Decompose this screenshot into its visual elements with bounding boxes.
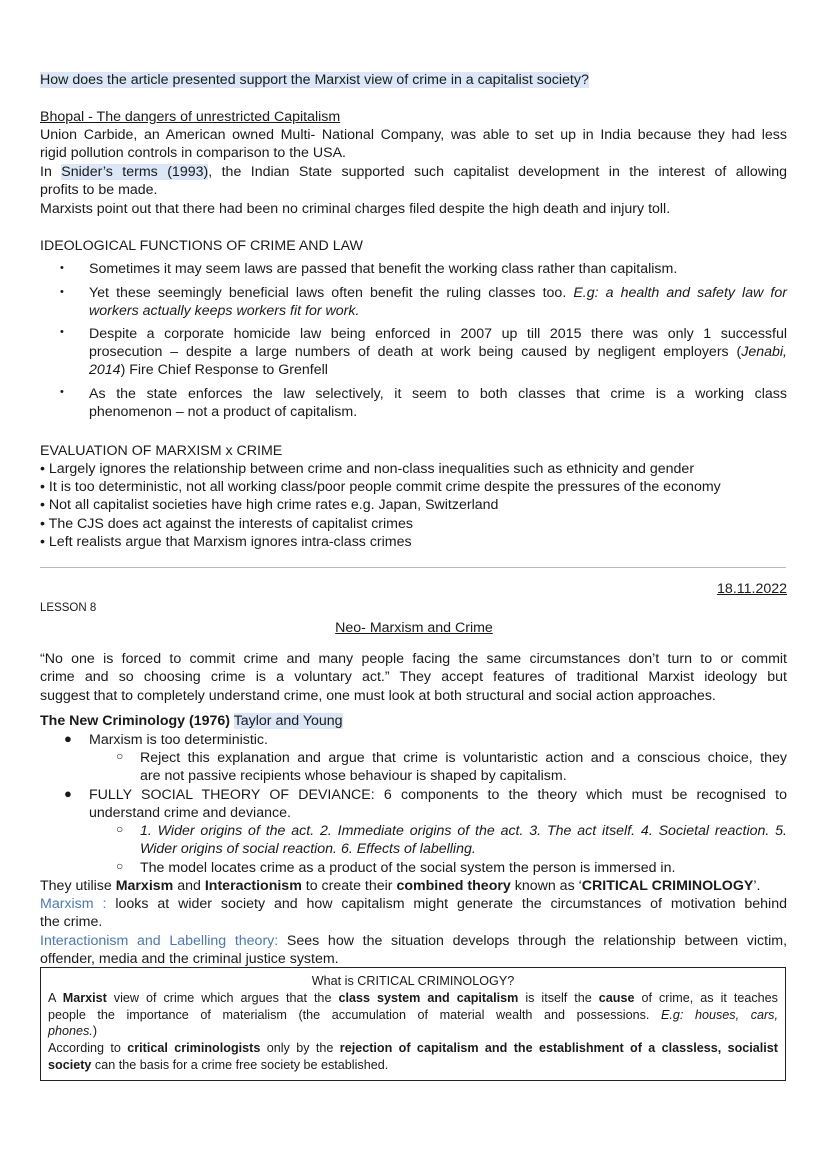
box-title: What is CRITICAL CRIMINOLOGY? [311,974,515,988]
question-text: How does the article presented support the Marxist view of crime in a capitalist society? [40,72,589,88]
evaluation-item: • The CJS does act against the interests of capitalist crimes [40,516,413,532]
quote-line: crime and so choosing crime is a voluntary act.” They accept features of traditional Marxist ideology but [40,669,787,685]
quote-line: suggest that to completely understand crime, one must look at both structural and social action approaches. [40,688,716,704]
evaluation-item: • It is too deterministic, not all working class/poor people commit crime despite the pressures of the economy [40,479,721,495]
bhopal-line: In Snider’s terms (1993), the Indian State supported such capitalist development in the interest of allowing [40,164,787,180]
evaluation-item: • Largely ignores the relationship between crime and non-class inequalities such as ethnicity and gender [40,461,695,477]
ideological-bullet: workers actually keeps workers fit for work. [89,303,360,319]
evaluation-item: • Left realists argue that Marxism ignores intra-class crimes [40,534,412,550]
interactionism-line: offender, media and the criminal justice system. [40,951,339,967]
page-title: Neo- Marxism and Crime [335,620,493,636]
newcrim-subbullet: are not passive recipients whose behaviour is shaped by capitalism. [140,768,567,784]
bullet-icon: • [60,262,64,274]
lesson-number: LESSON 8 [40,602,97,614]
interactionism-line: Interactionism and Labelling theory: Sees how the situation develops through the relationship between victim, [40,933,788,949]
question [40,71,787,90]
new-criminology-heading: The New Criminology (1976) Taylor and Young [40,713,343,729]
bullet-icon: ● [64,786,72,801]
section-divider [40,567,786,568]
box-line: According to critical criminologists only by the rejection of capitalism and the establishment of a classless, socialist [48,1041,778,1056]
ideological-bullet: prosecution – despite a large numbers of death at work being caused by negligent employers (Jenabi, [89,344,787,360]
newcrim-subbullet: Wider origins of social reaction. 6. Effects of labelling. [140,841,476,857]
box-line: society can the basis for a crime free society be established. [48,1057,389,1072]
bhopal-line: rigid pollution controls in comparison to the USA. [40,145,346,161]
ideological-bullet: Yet these seemingly beneficial laws often benefit the ruling classes too. E.g: a health and safety law for [89,285,787,301]
ideological-bullet: Despite a corporate homicide law being enforced in 2007 up till 2015 there was only 1 successful [89,326,787,342]
ideological-bullet: As the state enforces the law selectively, it seem to both classes that crime is a working class [89,386,787,402]
newcrim-bullet: understand crime and deviance. [89,805,291,821]
marxism-line: the crime. [40,914,103,930]
sub-bullet-icon: ○ [116,822,124,836]
bullet-icon: • [60,326,64,338]
ideological-heading: IDEOLOGICAL FUNCTIONS OF CRIME AND LAW [40,238,363,254]
ideological-bullet: Sometimes it may seem laws are passed that benefit the working class rather than capitalism. [89,261,678,277]
bhopal-line: Marxists point out that there had been no criminal charges filed despite the high death and injury toll. [40,201,671,217]
sub-bullet-icon: ○ [116,859,124,873]
newcrim-subbullet: Reject this explanation and argue that crime is voluntaristic action and a conscious choice, they [140,750,787,766]
newcrim-bullet: Marxism is too deterministic. [89,732,268,748]
box-line: phones.) [48,1024,98,1039]
evaluation-item: • Not all capitalist societies have high crime rates e.g. Japan, Switzerland [40,497,499,513]
quote-line: “No one is forced to commit crime and many people facing the same circumstances don’t turn to or commit [40,651,787,667]
authors-highlight: Taylor and Young [233,713,343,729]
bullet-icon: • [60,286,64,298]
box-line: people the importance of materialism (the accumulation of material wealth and possessions. E.g: houses, cars, [48,1007,778,1022]
bhopal-heading: Bhopal - The dangers of unrestricted Capitalism [40,109,341,125]
ideological-bullet: phenomenon – not a product of capitalism. [89,404,358,420]
critical-intro: They utilise Marxism and Interactionism to create their combined theory known as ‘CRITICAL CRIMINOLOGY’. [40,878,761,894]
sub-bullet-icon: ○ [116,749,124,763]
snider-highlight: Snider’s terms (1993) [61,164,209,180]
bhopal-line: profits to be made. [40,182,158,198]
lesson-date: 18.11.2022 [717,581,787,597]
bhopal-line: Union Carbide, an American owned Multi- National Company, was able to set up in India because they had less [40,127,787,143]
newcrim-subbullet: The model locates crime as a product of the social system the person is immersed in. [140,860,676,876]
newcrim-bullet: FULLY SOCIAL THEORY OF DEVIANCE: 6 components to the theory which must be recognised to [89,787,787,803]
box-line: A Marxist view of crime which argues that the class system and capitalism is itself the cause of crime, as it teaches [48,990,778,1005]
bullet-icon: • [60,386,64,398]
newcrim-subbullet: 1. Wider origins of the act. 2. Immediate origins of the act. 3. The act itself. 4. Societal reaction. 5. [140,823,787,839]
critical-criminology-box [40,967,786,1081]
marxism-line: Marxism : looks at wider society and how capitalism might generate the circumstances of motivation behind [40,896,787,912]
evaluation-heading: EVALUATION OF MARXISM x CRIME [40,443,283,459]
ideological-bullet: 2014) Fire Chief Response to Grenfell [89,362,328,378]
bullet-icon: ● [64,731,72,746]
